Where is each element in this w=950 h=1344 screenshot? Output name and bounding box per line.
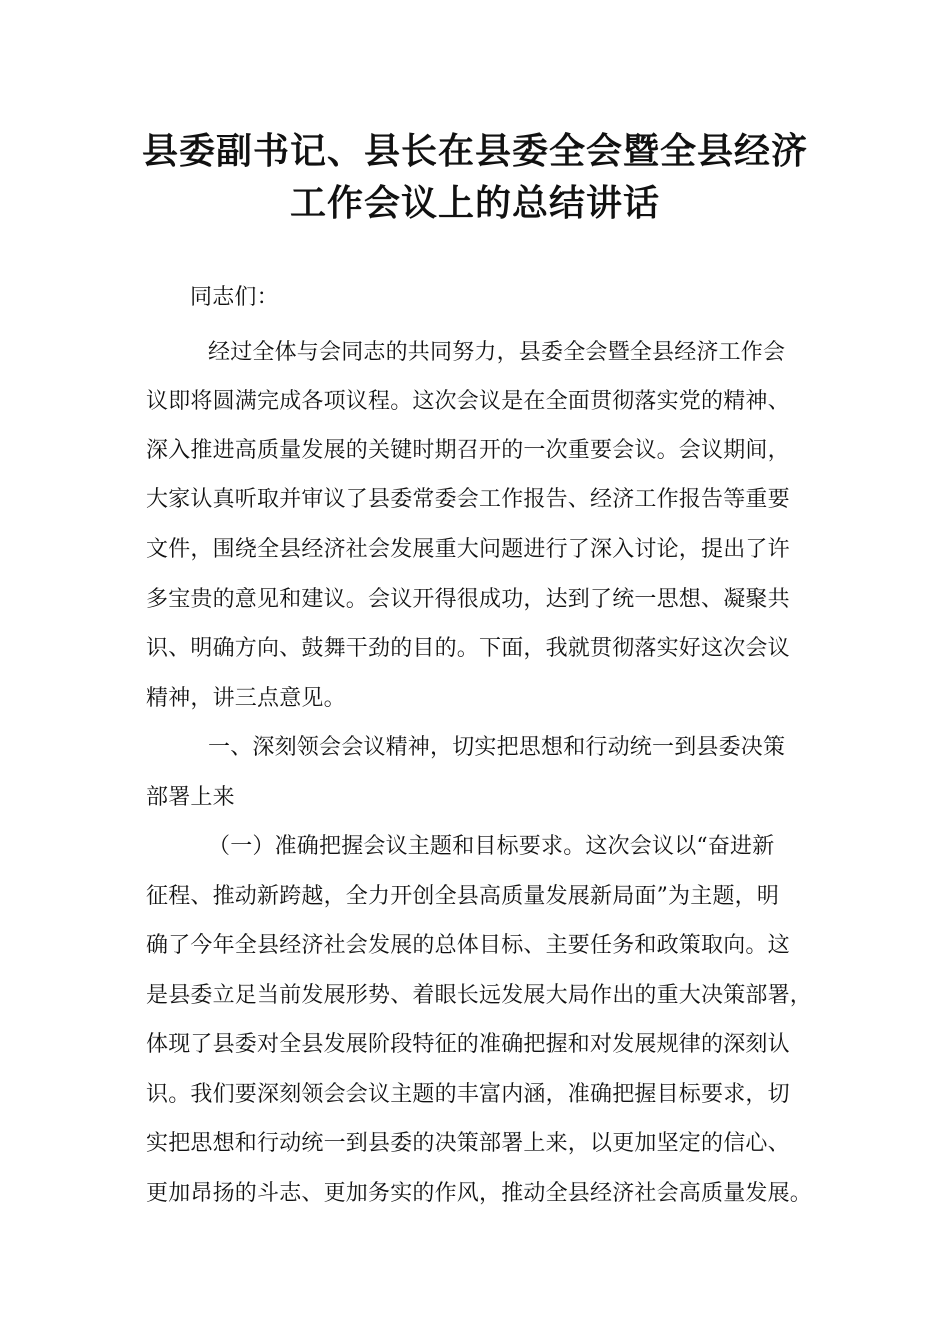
- paragraph-line: 是县委立足当前发展形势、着眼长远发展大局作出的重大决策部署，: [146, 983, 813, 1008]
- paragraph-line: 实把思想和行动统一到县委的决策部署上来，以更加坚定的信心、: [146, 1131, 790, 1156]
- paragraph-line: 文件，围绕全县经济社会发展重大问题进行了深入讨论，提出了许: [146, 537, 790, 562]
- document-title-line-2: 工作会议上的总结讲话: [289, 183, 660, 224]
- salutation: 同志们：: [190, 285, 279, 310]
- paragraph-line: （一）准确把握会议主题和目标要求。这次会议以“奋进新: [208, 834, 775, 859]
- paragraph-line: 大家认真听取并审议了县委常委会工作报告、经济工作报告等重要: [146, 487, 790, 512]
- paragraph-line: 体现了县委对全县发展阶段特征的准确把握和对发展规律的深刻认: [146, 1032, 790, 1057]
- paragraph-line: 深入推进高质量发展的关键时期召开的一次重要会议。会议期间，: [146, 438, 790, 463]
- section-heading-line: 一、深刻领会会议精神，切实把思想和行动统一到县委决策: [208, 735, 786, 760]
- document-title-line-1: 县委副书记、县长在县委全会暨全县经济: [141, 131, 808, 172]
- paragraph-line: 征程、推动新跨越，全力开创全县高质量发展新局面”为主题，明: [146, 884, 780, 909]
- paragraph-line: 多宝贵的意见和建议。会议开得很成功，达到了统一思想、凝聚共: [146, 587, 790, 612]
- paragraph-line: 识、明确方向、鼓舞干劲的目的。下面，我就贯彻落实好这次会议: [146, 636, 790, 661]
- paragraph-line: 确了今年全县经济社会发展的总体目标、主要任务和政策取向。这: [146, 933, 790, 958]
- paragraph-line: 识。我们要深刻领会会议主题的丰富内涵，准确把握目标要求，切: [146, 1082, 790, 1107]
- paragraph-line: 议即将圆满完成各项议程。这次会议是在全面贯彻落实党的精神、: [146, 389, 790, 414]
- paragraph-line: 精神，讲三点意见。: [146, 686, 346, 711]
- paragraph-line: 经过全体与会同志的共同努力，县委全会暨全县经济工作会: [208, 340, 786, 365]
- paragraph-line: 更加昂扬的斗志、更加务实的作风，推动全县经济社会高质量发展。: [146, 1181, 813, 1206]
- section-heading-line: 部署上来: [146, 785, 235, 810]
